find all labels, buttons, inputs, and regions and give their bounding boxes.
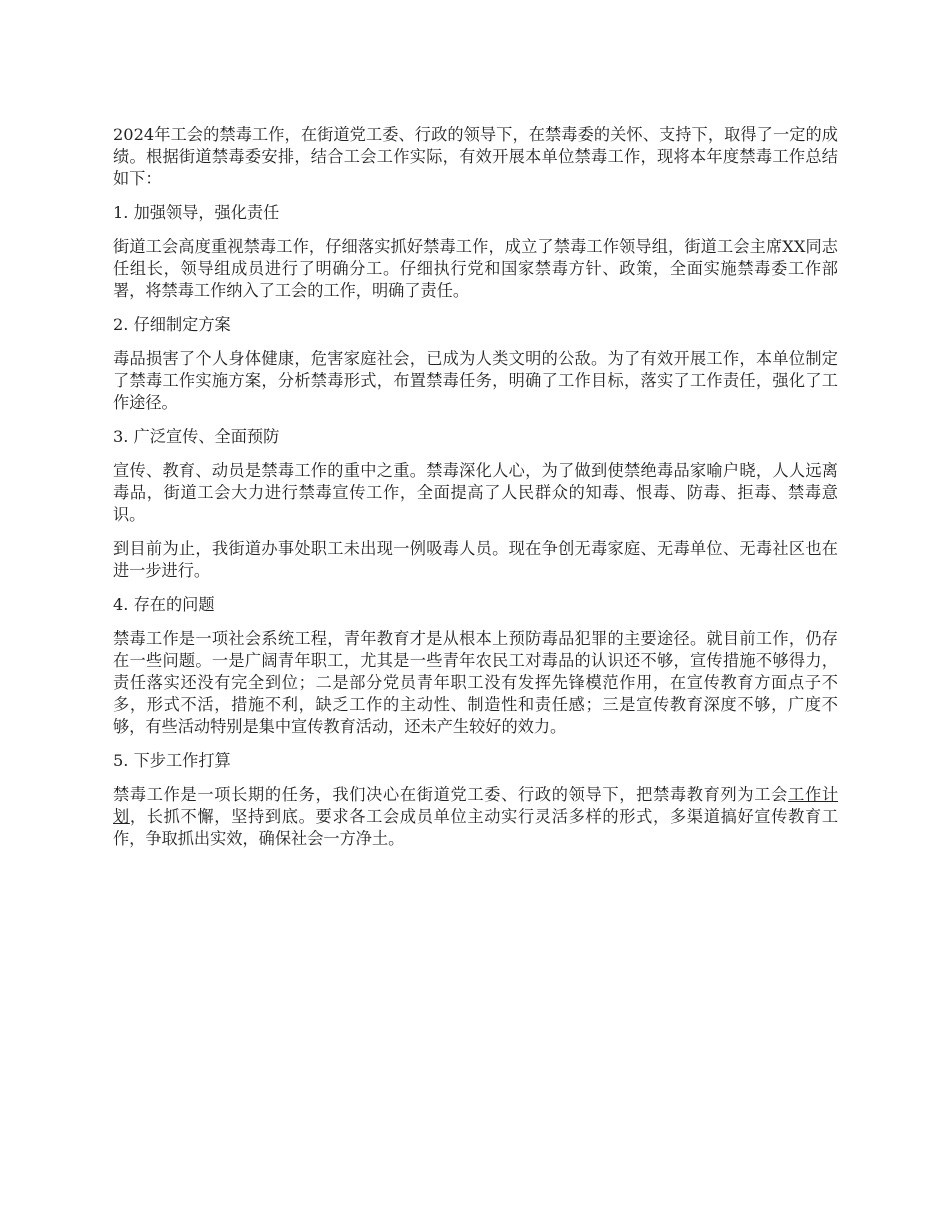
work-plan-link[interactable]: 工作计划 xyxy=(113,785,839,826)
section-3-paragraph-1: 宣传、教育、动员是禁毒工作的重中之重。禁毒深化人心，为了做到使禁绝毒品家喻户晓，人人远离毒品，街道工会大力进行禁毒宣传工作，全面提高了人民群众的知毒、恨毒、防毒、拒毒、禁毒意识。 xyxy=(113,461,838,524)
section-2-paragraph: 毒品损害了个人身体健康，危害家庭社会，已成为人类文明的公敌。为了有效开展工作，本单位制定了禁毒工作实施方案，分析禁毒形式，布置禁毒任务，明确了工作目标，落实了工作责任，强化了工作途径。 xyxy=(113,349,838,412)
section-3-heading: 3. 广泛宣传、全面预防 xyxy=(113,427,280,446)
section-4-paragraph: 禁毒工作是一项社会系统工程，青年教育才是从根本上预防毒品犯罪的主要途径。就目前工作，仍存在一些问题。一是广阔青年职工，尤其是一些青年农民工对毒品的认识还不够，宣传措施不够得力，责任落实还没有完全到位；二是部分党员青年职工没有发挥先锋模范作用，在宣传教育方面点子不多，形式不活，措施不利，缺乏工作的主动性、制造性和责任感；三是宣传教育深度不够，广度不够，有些活动特别是集中宣传教育活动，还未产生较好的效力。 xyxy=(113,629,838,736)
section-5-paragraph xyxy=(113,784,838,850)
section-5-heading: 5. 下步工作打算 xyxy=(113,751,231,770)
section-2-heading: 2. 仔细制定方案 xyxy=(113,315,231,334)
intro-paragraph: 2024年工会的禁毒工作，在街道党工委、行政的领导下，在禁毒委的关怀、支持下，取得了一定的成绩。根据街道禁毒委安排，结合工会工作实际，有效开展本单位禁毒工作，现将本年度禁毒工作总结如下： xyxy=(113,125,838,188)
section-3-paragraph-2: 到目前为止，我街道办事处职工未出现一例吸毒人员。现在争创无毒家庭、无毒单位、无毒社区也在进一步进行。 xyxy=(113,539,838,580)
section-4-heading: 4. 存在的问题 xyxy=(113,595,215,614)
section-5-text-after: ，长抓不懈，坚持到底。要求各工会成员单位主动实行灵活多样的形式，多渠道搞好宣传教育工作，争取抓出实效，确保社会一方净土。 xyxy=(113,807,839,848)
document-body xyxy=(113,124,838,862)
section-1-heading: 1. 加强领导，强化责任 xyxy=(113,203,280,222)
section-5-text-before: 禁毒工作是一项长期的任务，我们决心在街道党工委、行政的领导下，把禁毒教育列为工会 xyxy=(113,785,789,804)
section-1-paragraph: 街道工会高度重视禁毒工作，仔细落实抓好禁毒工作，成立了禁毒工作领导组，街道工会主席XX同志任组长，领导组成员进行了明确分工。仔细执行党和国家禁毒方针、政策，全面实施禁毒委工作部署，将禁毒工作纳入了工会的工作，明确了责任。 xyxy=(113,237,838,300)
